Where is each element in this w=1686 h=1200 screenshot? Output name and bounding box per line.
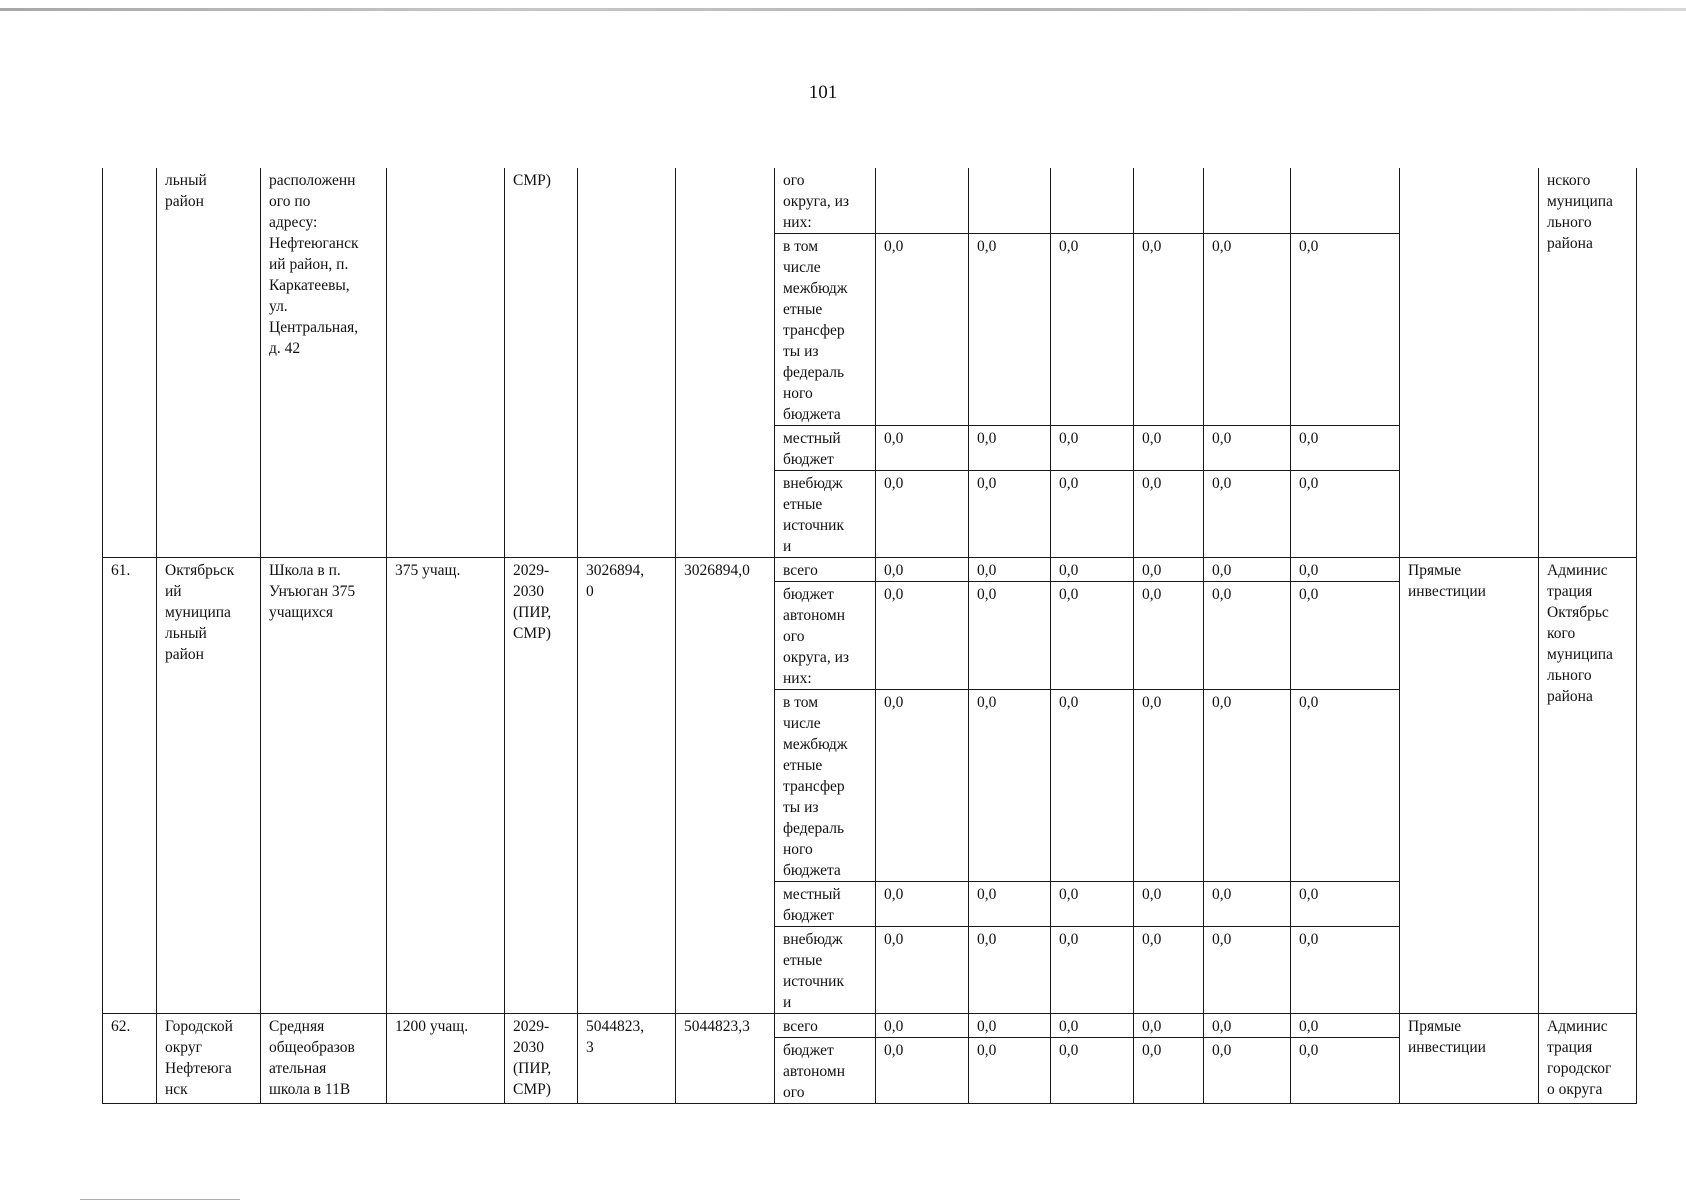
funding-source-cell: всего xyxy=(775,1014,876,1038)
value-cell: 0,0 xyxy=(876,690,969,882)
value-cell: 0,0 xyxy=(876,471,969,558)
object-cell: Школа в п. Унъюган 375 учащихся xyxy=(261,558,387,1014)
value-cell: 0,0 xyxy=(969,426,1051,471)
funding-source-cell: местный бюджет xyxy=(775,882,876,927)
value-cell: 0,0 xyxy=(876,882,969,927)
cost-cell xyxy=(578,168,676,558)
table-row xyxy=(103,168,1637,234)
funding-source-cell: ого округа, из них: xyxy=(775,168,876,234)
value-cell: 0,0 xyxy=(1051,882,1134,927)
remaining-cost-cell: 3026894,0 xyxy=(676,558,775,1014)
value-cell: 0,0 xyxy=(969,582,1051,690)
value-cell: 0,0 xyxy=(876,234,969,426)
object-cell: расположенн ого по адресу: Нефтеюганск ий район, п. Каркатеевы, ул. Центральная, д. 42 xyxy=(261,168,387,558)
funding-source-cell: всего xyxy=(775,558,876,582)
cost-cell: 5044823, 3 xyxy=(578,1014,676,1104)
value-cell: 0,0 xyxy=(1134,690,1204,882)
value-cell: 0,0 xyxy=(969,234,1051,426)
mechanism-cell: Прямые инвестиции xyxy=(1400,1014,1539,1104)
district-cell: льный район xyxy=(157,168,261,558)
value-cell: 0,0 xyxy=(1134,426,1204,471)
funding-source-cell: внебюдж етные источник и xyxy=(775,927,876,1014)
period-cell: 2029- 2030 (ПИР, СМР) xyxy=(505,558,578,1014)
value-cell xyxy=(876,168,969,234)
funding-source-cell: бюджет автономн ого округа, из них: xyxy=(775,582,876,690)
value-cell: 0,0 xyxy=(876,582,969,690)
value-cell: 0,0 xyxy=(1204,582,1291,690)
value-cell: 0,0 xyxy=(1291,558,1400,582)
row-number-cell: 61. xyxy=(103,558,157,1014)
investment-table xyxy=(102,168,1637,1104)
value-cell: 0,0 xyxy=(1291,582,1400,690)
value-cell: 0,0 xyxy=(876,558,969,582)
value-cell: 0,0 xyxy=(876,426,969,471)
remaining-cost-cell xyxy=(676,168,775,558)
value-cell: 0,0 xyxy=(969,1014,1051,1038)
funding-source-cell: внебюдж етные источник и xyxy=(775,471,876,558)
value-cell: 0,0 xyxy=(1204,426,1291,471)
value-cell: 0,0 xyxy=(1204,558,1291,582)
value-cell: 0,0 xyxy=(1291,882,1400,927)
object-cell: Средняя общеобразов ательная школа в 11В xyxy=(261,1014,387,1104)
value-cell: 0,0 xyxy=(1134,582,1204,690)
table-row xyxy=(103,1014,1637,1038)
value-cell xyxy=(1134,168,1204,234)
value-cell: 0,0 xyxy=(1291,234,1400,426)
value-cell: 0,0 xyxy=(969,558,1051,582)
value-cell: 0,0 xyxy=(1204,927,1291,1014)
capacity-cell: 1200 учащ. xyxy=(387,1014,505,1104)
responsible-cell: Админис трация Октябрьс кого муниципа льного района xyxy=(1539,558,1637,1014)
value-cell: 0,0 xyxy=(969,927,1051,1014)
value-cell: 0,0 xyxy=(1051,690,1134,882)
row-number-cell xyxy=(103,168,157,558)
value-cell: 0,0 xyxy=(1051,234,1134,426)
table-row xyxy=(103,558,1637,582)
value-cell: 0,0 xyxy=(1204,234,1291,426)
value-cell xyxy=(1291,168,1400,234)
value-cell: 0,0 xyxy=(1291,1014,1400,1038)
value-cell: 0,0 xyxy=(1134,558,1204,582)
value-cell: 0,0 xyxy=(1204,690,1291,882)
value-cell: 0,0 xyxy=(1291,690,1400,882)
row-number-cell: 62. xyxy=(103,1014,157,1104)
value-cell: 0,0 xyxy=(876,927,969,1014)
mechanism-cell xyxy=(1400,168,1539,558)
value-cell: 0,0 xyxy=(1204,1014,1291,1038)
district-cell: Городской округ Нефтеюга нск xyxy=(157,1014,261,1104)
district-cell: Октябрьск ий муниципа льный район xyxy=(157,558,261,1014)
remaining-cost-cell: 5044823,3 xyxy=(676,1014,775,1104)
value-cell: 0,0 xyxy=(969,1038,1051,1104)
value-cell: 0,0 xyxy=(1291,927,1400,1014)
value-cell: 0,0 xyxy=(1134,234,1204,426)
value-cell: 0,0 xyxy=(969,882,1051,927)
value-cell: 0,0 xyxy=(1134,927,1204,1014)
funding-source-cell: в том числе межбюдж етные трансфер ты из федераль ного бюджета xyxy=(775,690,876,882)
value-cell: 0,0 xyxy=(876,1038,969,1104)
period-cell: СМР) xyxy=(505,168,578,558)
value-cell: 0,0 xyxy=(969,690,1051,882)
value-cell: 0,0 xyxy=(1134,882,1204,927)
funding-source-cell: местный бюджет xyxy=(775,426,876,471)
mechanism-cell: Прямые инвестиции xyxy=(1400,558,1539,1014)
value-cell: 0,0 xyxy=(1051,1014,1134,1038)
funding-source-cell: бюджет автономн ого xyxy=(775,1038,876,1104)
capacity-cell: 375 учащ. xyxy=(387,558,505,1014)
value-cell: 0,0 xyxy=(1291,1038,1400,1104)
value-cell: 0,0 xyxy=(1051,471,1134,558)
page-number: 101 xyxy=(808,82,838,103)
funding-source-cell: в том числе межбюдж етные трансфер ты из федераль ного бюджета xyxy=(775,234,876,426)
value-cell: 0,0 xyxy=(876,1014,969,1038)
value-cell: 0,0 xyxy=(1134,1038,1204,1104)
value-cell: 0,0 xyxy=(1204,882,1291,927)
responsible-cell: нского муниципа льного района xyxy=(1539,168,1637,558)
responsible-cell: Админис трация городског о округа xyxy=(1539,1014,1637,1104)
value-cell: 0,0 xyxy=(1051,558,1134,582)
value-cell: 0,0 xyxy=(1051,426,1134,471)
value-cell xyxy=(1204,168,1291,234)
value-cell xyxy=(969,168,1051,234)
period-cell: 2029- 2030 (ПИР, СМР) xyxy=(505,1014,578,1104)
value-cell xyxy=(1051,168,1134,234)
value-cell: 0,0 xyxy=(1291,471,1400,558)
value-cell: 0,0 xyxy=(1134,471,1204,558)
value-cell: 0,0 xyxy=(1204,471,1291,558)
capacity-cell xyxy=(387,168,505,558)
cost-cell: 3026894, 0 xyxy=(578,558,676,1014)
value-cell: 0,0 xyxy=(1134,1014,1204,1038)
value-cell: 0,0 xyxy=(1291,426,1400,471)
value-cell: 0,0 xyxy=(1051,927,1134,1014)
scan-top-edge xyxy=(0,8,1686,11)
value-cell: 0,0 xyxy=(969,471,1051,558)
value-cell: 0,0 xyxy=(1204,1038,1291,1104)
value-cell: 0,0 xyxy=(1051,1038,1134,1104)
value-cell: 0,0 xyxy=(1051,582,1134,690)
